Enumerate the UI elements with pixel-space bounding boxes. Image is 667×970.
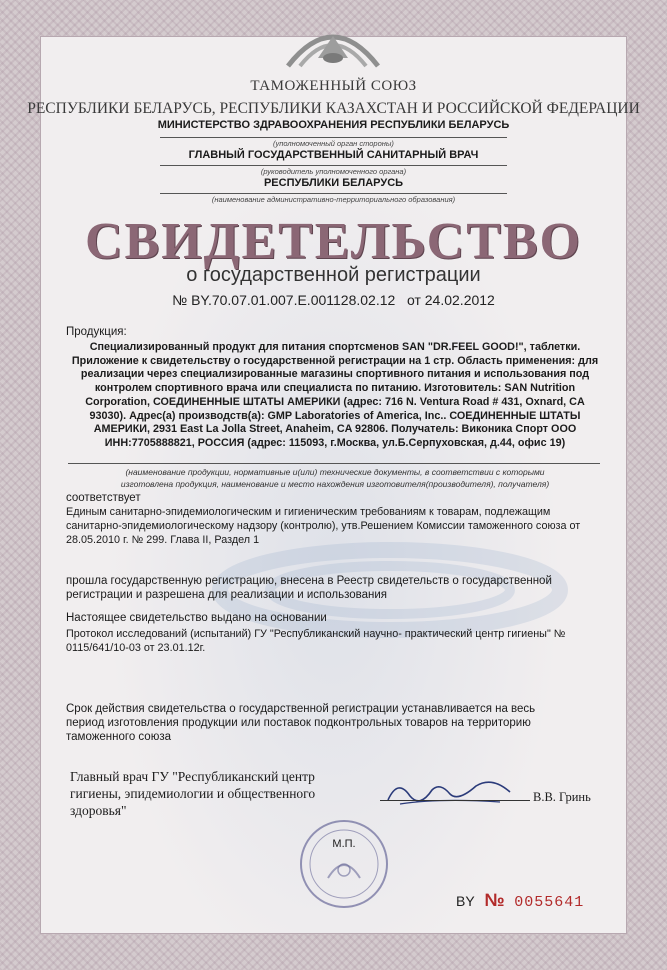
customs-union-emblem-icon — [278, 18, 388, 74]
requirements-text — [66, 505, 606, 547]
product-line: реализации через специализированные магазины спортивного питания и использования под — [80, 368, 590, 381]
registration-passed-text — [66, 574, 606, 602]
serial-value: 0055641 — [514, 894, 585, 911]
chief-doctor-signature-title — [70, 768, 370, 819]
corresponds-label: соответствует — [66, 492, 141, 504]
product-label: Продукция: — [66, 326, 127, 338]
issued-basis-label: Настоящее свидетельство выдано на основании — [66, 612, 327, 624]
requirements-line: санитарно-эпидемиологическому надзору (контролю), утв.Решением Комиссии таможенного союза от — [66, 520, 581, 532]
republic-belarus-title: РЕСПУБЛИКИ БЕЛАРУСЬ — [263, 177, 404, 189]
ministry-name: МИНИСТЕРСТВО ЗДРАВООХРАНЕНИЯ РЕСПУБЛИКИ БЕЛАРУСЬ — [157, 119, 510, 131]
serial-number — [456, 890, 584, 911]
divider-line — [160, 137, 507, 138]
product-line: АМЕРИКИ, 2931 East La Jolla Street, Anaheim, CA 92806. Получатель: Виконика Спорт ООО — [93, 423, 577, 436]
serial-prefix: BY — [456, 893, 475, 909]
chief-line: Главный врач ГУ "Республиканский центр — [70, 769, 315, 784]
product-line: Corporation, СОЕДИНЕННЫЕ ШТАТЫ АМЕРИКИ (адрес: 716 N. Ventura Road # 431, Oxnard, CA — [85, 395, 585, 408]
republics-title: РЕСПУБЛИКИ БЕЛАРУСЬ, РЕСПУБЛИКИ КАЗАХСТАН И РОССИЙСКОЙ ФЕДЕРАЦИИ — [27, 100, 640, 117]
handwritten-signature — [380, 768, 530, 818]
validity-text — [66, 702, 606, 744]
seal-label: М.П. — [332, 838, 356, 850]
product-caption-line: изготовлена продукция, наименование и место нахождения изготовителя(производителя), получателя) — [120, 479, 550, 489]
passed-line: регистрации и разрешена для реализации и использования — [66, 589, 388, 601]
product-line: 93030). Адрес(а) производств(а): GMP Laboratories of America, Inc.. СОЕДИНЕННЫЕ ШТАТЫ — [89, 409, 581, 422]
chief-line: здоровья" — [70, 803, 127, 818]
signer-name: В.В. Гринь — [533, 790, 591, 804]
product-line: Специализированный продукт для питания спортсменов SAN "DR.FEEL GOOD!", таблетки. — [89, 341, 581, 353]
chief-line: гигиены, эпидемиологии и общественного — [70, 786, 316, 801]
requirements-line: 28.05.2010 г. № 299. Глава II, Раздел 1 — [66, 534, 260, 546]
date-value: 24.02.2012 — [424, 292, 495, 308]
certificate-subtitle: о государственной регистрации — [186, 264, 481, 286]
divider-line — [68, 463, 600, 464]
caption-territory: (наименование административно-территориального образования) — [211, 195, 456, 204]
caption-head: (руководитель уполномоченного органа) — [260, 167, 407, 176]
requirements-line: Единым санитарно-эпидемиологическим и гигиеническим требованиям к товарам, подлежащим — [66, 506, 551, 518]
validity-line: период изготовления продукции или поставок подконтрольных товаров на территорию — [66, 717, 531, 729]
registration-number — [0, 292, 667, 308]
date-prefix: от — [406, 292, 421, 308]
certificate-title: СВИДЕТЕЛЬСТВО — [84, 213, 583, 270]
divider-line — [160, 193, 507, 194]
chief-doctor-title: ГЛАВНЫЙ ГОСУДАРСТВЕННЫЙ САНИТАРНЫЙ ВРАЧ — [188, 149, 479, 161]
official-seal-icon — [298, 818, 390, 910]
passed-line: прошла государственную регистрацию, внесена в Реестр свидетельств о государственной — [66, 575, 552, 587]
product-line: ИНН:7705888821, РОССИЯ (адрес: 115093, г.Москва, ул.Б.Серпуховская, д.44, офис 19) — [104, 436, 566, 449]
caption-authority: (уполномоченный орган стороны) — [273, 139, 394, 148]
validity-line: Срок действия свидетельства о государственной регистрации устанавливается на весь — [66, 703, 536, 715]
product-line: Приложение к свидетельству о государственной регистрации на 1 стр. Область применения: для — [71, 354, 599, 367]
number-prefix: № — [172, 292, 188, 308]
product-caption-line: (наименование продукции, нормативные и(или) технические документы, в соответствии с которыми — [125, 467, 545, 477]
product-caption — [70, 466, 600, 490]
serial-no-sign: № — [484, 890, 505, 910]
validity-line: таможенного союза — [66, 731, 171, 743]
signature-line — [380, 800, 530, 801]
number-value: BY.70.07.01.007.E.001128.02.12 — [191, 292, 396, 308]
product-line: контролем спортивного врача или специалиста по питанию. Изготовитель: SAN Nutrition — [94, 382, 576, 395]
product-description — [70, 341, 600, 451]
protocol-line: Протокол исследований (испытаний) ГУ "Республиканский научно- практический центр гигиены" № — [66, 628, 566, 640]
protocol-line: 0115/641/10-03 от 23.01.12г. — [66, 642, 206, 654]
union-title: ТАМОЖЕННЫЙ СОЮЗ — [250, 78, 417, 94]
divider-line — [160, 165, 507, 166]
protocol-text — [66, 627, 606, 655]
